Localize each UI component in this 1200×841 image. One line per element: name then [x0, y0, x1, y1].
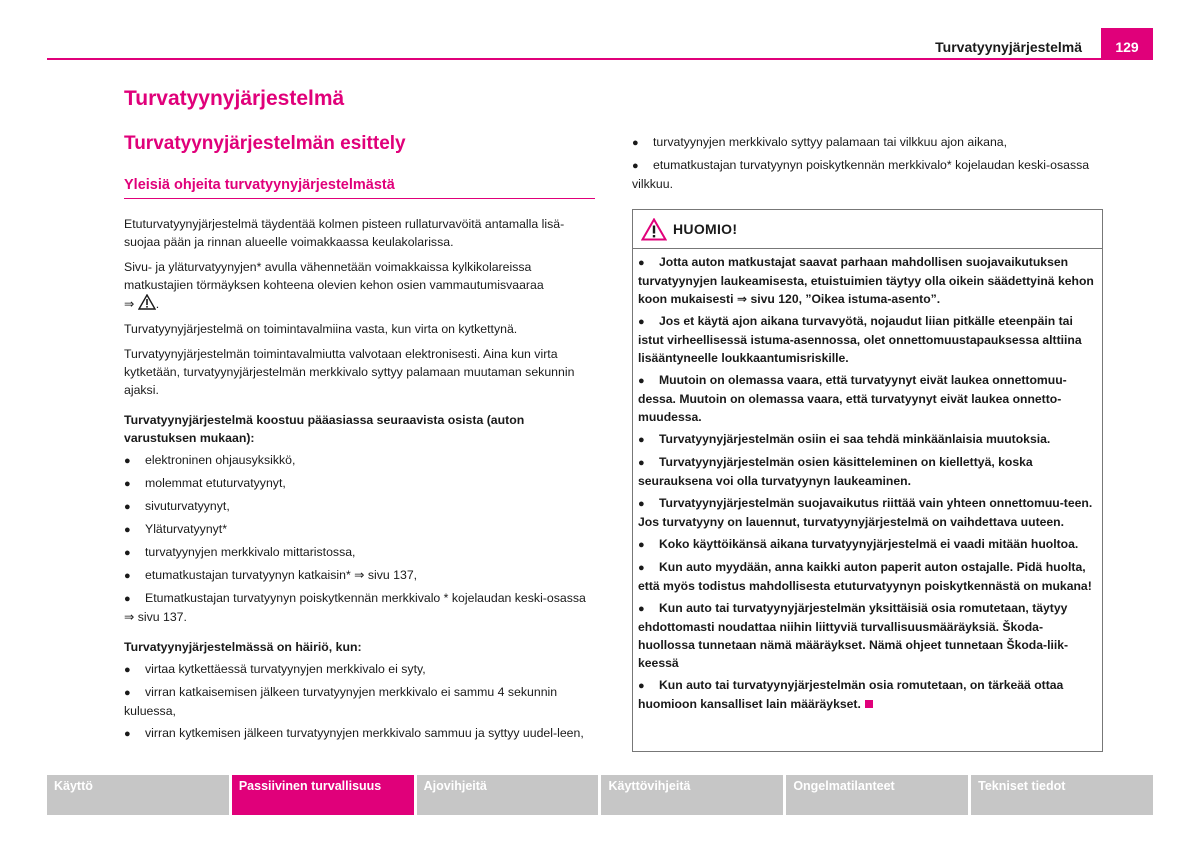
list-item: ● turvatyynyjen merkkivalo syttyy palamaan tai vilkkuu ajon aikana,	[632, 133, 1100, 152]
section-title: Turvatyynyjärjestelmän esittely	[124, 133, 406, 154]
bullet-icon: ●	[124, 728, 131, 740]
bullet-icon: ●	[638, 257, 645, 269]
list-item: ● Yläturvatyynyt*	[124, 520, 595, 539]
bullet-icon: ●	[124, 501, 131, 513]
page-number: 129	[1101, 28, 1153, 60]
list-item: ● molemmat etuturvatyynyt,	[124, 474, 595, 493]
list-item: ● sivuturvatyynyt,	[124, 497, 595, 516]
bullet-icon: ●	[638, 457, 645, 469]
warning-title: HUOMIO!	[673, 221, 738, 237]
warning-body	[633, 249, 1102, 713]
header-rule	[47, 58, 1153, 60]
bullet-icon: ●	[124, 664, 131, 676]
subsection-title: Yleisiä ohjeita turvatyynyjärjestelmästä	[124, 177, 395, 193]
tab-ongelmatilanteet[interactable]: Ongelmatilanteet	[786, 775, 968, 815]
bullet-icon: ●	[124, 478, 131, 490]
components-heading: Turvatyynyjärjestelmä koostuu pääasiassa seuraavista osista (auton varustuksen mukaan):	[124, 413, 525, 445]
end-square-icon	[865, 700, 873, 708]
tab-tekniset-tiedot[interactable]: Tekniset tiedot	[971, 775, 1153, 815]
bullet-icon: ●	[638, 375, 645, 387]
left-column	[124, 215, 595, 747]
bullet-icon: ●	[124, 687, 131, 699]
bullet-icon: ●	[638, 680, 645, 692]
bullet-icon: ●	[638, 434, 645, 446]
warning-item: ● Kun auto myydään, anna kaikki auton paperit auton ostajalle. Pidä huolta, että myös todistus mahdollisesta etuturvatyynyn poiskytkennästä on mukana!	[638, 560, 1092, 593]
bullet-icon: ●	[632, 137, 639, 149]
warning-item: ● Turvatyynyjärjestelmän suojavaikutus riittää vain yhteen onnettomuu-teen. Jos turvatyyny on lauennut, turvatyynyjärjestelmä on vaihdettava uuteen.	[638, 496, 1093, 529]
warning-item: ● Jotta auton matkustajat saavat parhaan mahdollisen suojavaikutuksen turvatyynyjen laukeamisesta, etuistuimien täytyy olla oikein säädettyinä kehon koon mukaisesti ⇒ sivu 120, ”Oikea istuma-asento”.	[638, 255, 1094, 306]
subsection-rule	[124, 198, 595, 199]
warning-triangle-icon	[138, 294, 156, 310]
tab-passiivinen-turvallisuus[interactable]: Passiivinen turvallisuus	[232, 775, 414, 815]
bullet-icon: ●	[638, 603, 645, 615]
list-item: ● virran katkaisemisen jälkeen turvatyynyjen merkkivalo ei sammu 4 sekunnin kuluessa,	[124, 685, 558, 718]
warning-item: ● Turvatyynyjärjestelmän osien käsitteleminen on kiellettyä, koska seurauksena voi olla turvatyynyn laukeaminen.	[638, 455, 1033, 488]
list-item: ● turvatyynyjen merkkivalo mittaristossa,	[124, 543, 595, 562]
bullet-icon: ●	[638, 316, 645, 328]
warning-header	[633, 210, 1102, 249]
tab-kaytto[interactable]: Käyttö	[47, 775, 229, 815]
paragraph: Etuturvatyynyjärjestelmä täydentää kolmen pisteen rullaturvavöitä antamalla lisä-suojaa pään ja rinnan alueelle voimakkaassa keulakolarissa.	[124, 217, 565, 249]
right-column	[632, 133, 1100, 197]
header-title: Turvatyynyjärjestelmä	[935, 39, 1082, 55]
list-item: ● elektroninen ohjausyksikkö,	[124, 451, 595, 470]
bullet-icon: ●	[638, 539, 645, 551]
warning-item: ● Koko käyttöikänsä aikana turvatyynyjärjestelmä ei vaadi mitään huoltoa.	[638, 535, 1096, 554]
bullet-icon: ●	[124, 547, 131, 559]
paragraph: Turvatyynyjärjestelmän toimintavalmiutta valvotaan elektronisesti. Aina kun virta kytketään, turvatyynyjärjestelmän merkkivalo syttyy palamaan muutaman sekunnin ajaksi.	[124, 347, 575, 397]
list-item: ● etumatkustajan turvatyynyn katkaisin* ⇒ sivu 137,	[124, 566, 595, 585]
chapter-tabs	[47, 775, 1153, 815]
warning-item: ● Jos et käytä ajon aikana turvavyötä, nojaudut liian pitkälle eteenpäin tai istut virheellisessä istuma-asennossa, olet onnettomuustapauksessa alttiina lisääntyneelle loukkaantumisriskille.	[638, 314, 1082, 365]
warning-triangle-icon	[641, 218, 667, 241]
list-item: ● etumatkustajan turvatyynyn poiskytkennän merkkivalo* kojelaudan keski-osassa vilkkuu.	[632, 158, 1090, 191]
bullet-icon: ●	[124, 524, 131, 536]
list-item: ● virran kytkemisen jälkeen turvatyynyjen merkkivalo sammuu ja syttyy uudel-leen,	[124, 724, 595, 743]
paragraph: Sivu- ja yläturvatyynyjen* avulla vähennetään voimakkaissa kylkikolareissa matkustajien törmäyksen kohteena olevien kehon osien vammautumisvaaraa ⇒ .	[124, 260, 544, 311]
warning-item: ● Turvatyynyjärjestelmän osiin ei saa tehdä minkäänlaisia muutoksia.	[638, 430, 1096, 449]
warning-item: ● Muutoin on olemassa vaara, että turvatyynyt eivät laukea onnettomuu-dessa. Muutoin on olemassa vaara, että turvatyynyt eivät laukea onnetto-muudessa.	[638, 373, 1067, 424]
bullet-icon: ●	[638, 562, 645, 574]
list-item: ● Etumatkustajan turvatyynyn poiskytkennän merkkivalo * kojelaudan keski-osassa ⇒ sivu 137.	[124, 591, 586, 624]
warning-reference[interactable]: ⇒ .	[124, 297, 159, 311]
bullet-icon: ●	[124, 593, 131, 605]
paragraph: Turvatyynyjärjestelmä on toimintavalmiina vasta, kun virta on kytkettynä.	[124, 322, 518, 336]
warning-box	[632, 209, 1103, 752]
list-item: ● virtaa kytkettäessä turvatyynyjen merkkivalo ei syty,	[124, 660, 595, 679]
bullet-icon: ●	[124, 455, 131, 467]
fault-heading: Turvatyynyjärjestelmässä on häiriö, kun:	[124, 640, 362, 654]
bullet-icon: ●	[638, 498, 645, 510]
warning-item: ● Kun auto tai turvatyynyjärjestelmän yksittäisiä osia romutetaan, täytyy ehdottomasti noudattaa niihin liittyviä turvallisuusmääräyksiä. Škoda-huollossa tunnetaan nämä määräykset. Nämä ohjeet tunnetaan Škoda-liik-keessä	[638, 601, 1069, 670]
page-title: Turvatyynyjärjestelmä	[124, 87, 345, 110]
bullet-icon: ●	[632, 160, 639, 172]
warning-item: ● Kun auto tai turvatyynyjärjestelmän osia romutetaan, on tärkeää ottaa huomioon kansalliset lain määräykset.	[638, 678, 1064, 711]
bullet-icon: ●	[124, 570, 131, 582]
tab-ajovihjeita[interactable]: Ajovihjeitä	[417, 775, 599, 815]
tab-kayttovihjeita[interactable]: Käyttövihjeitä	[601, 775, 783, 815]
